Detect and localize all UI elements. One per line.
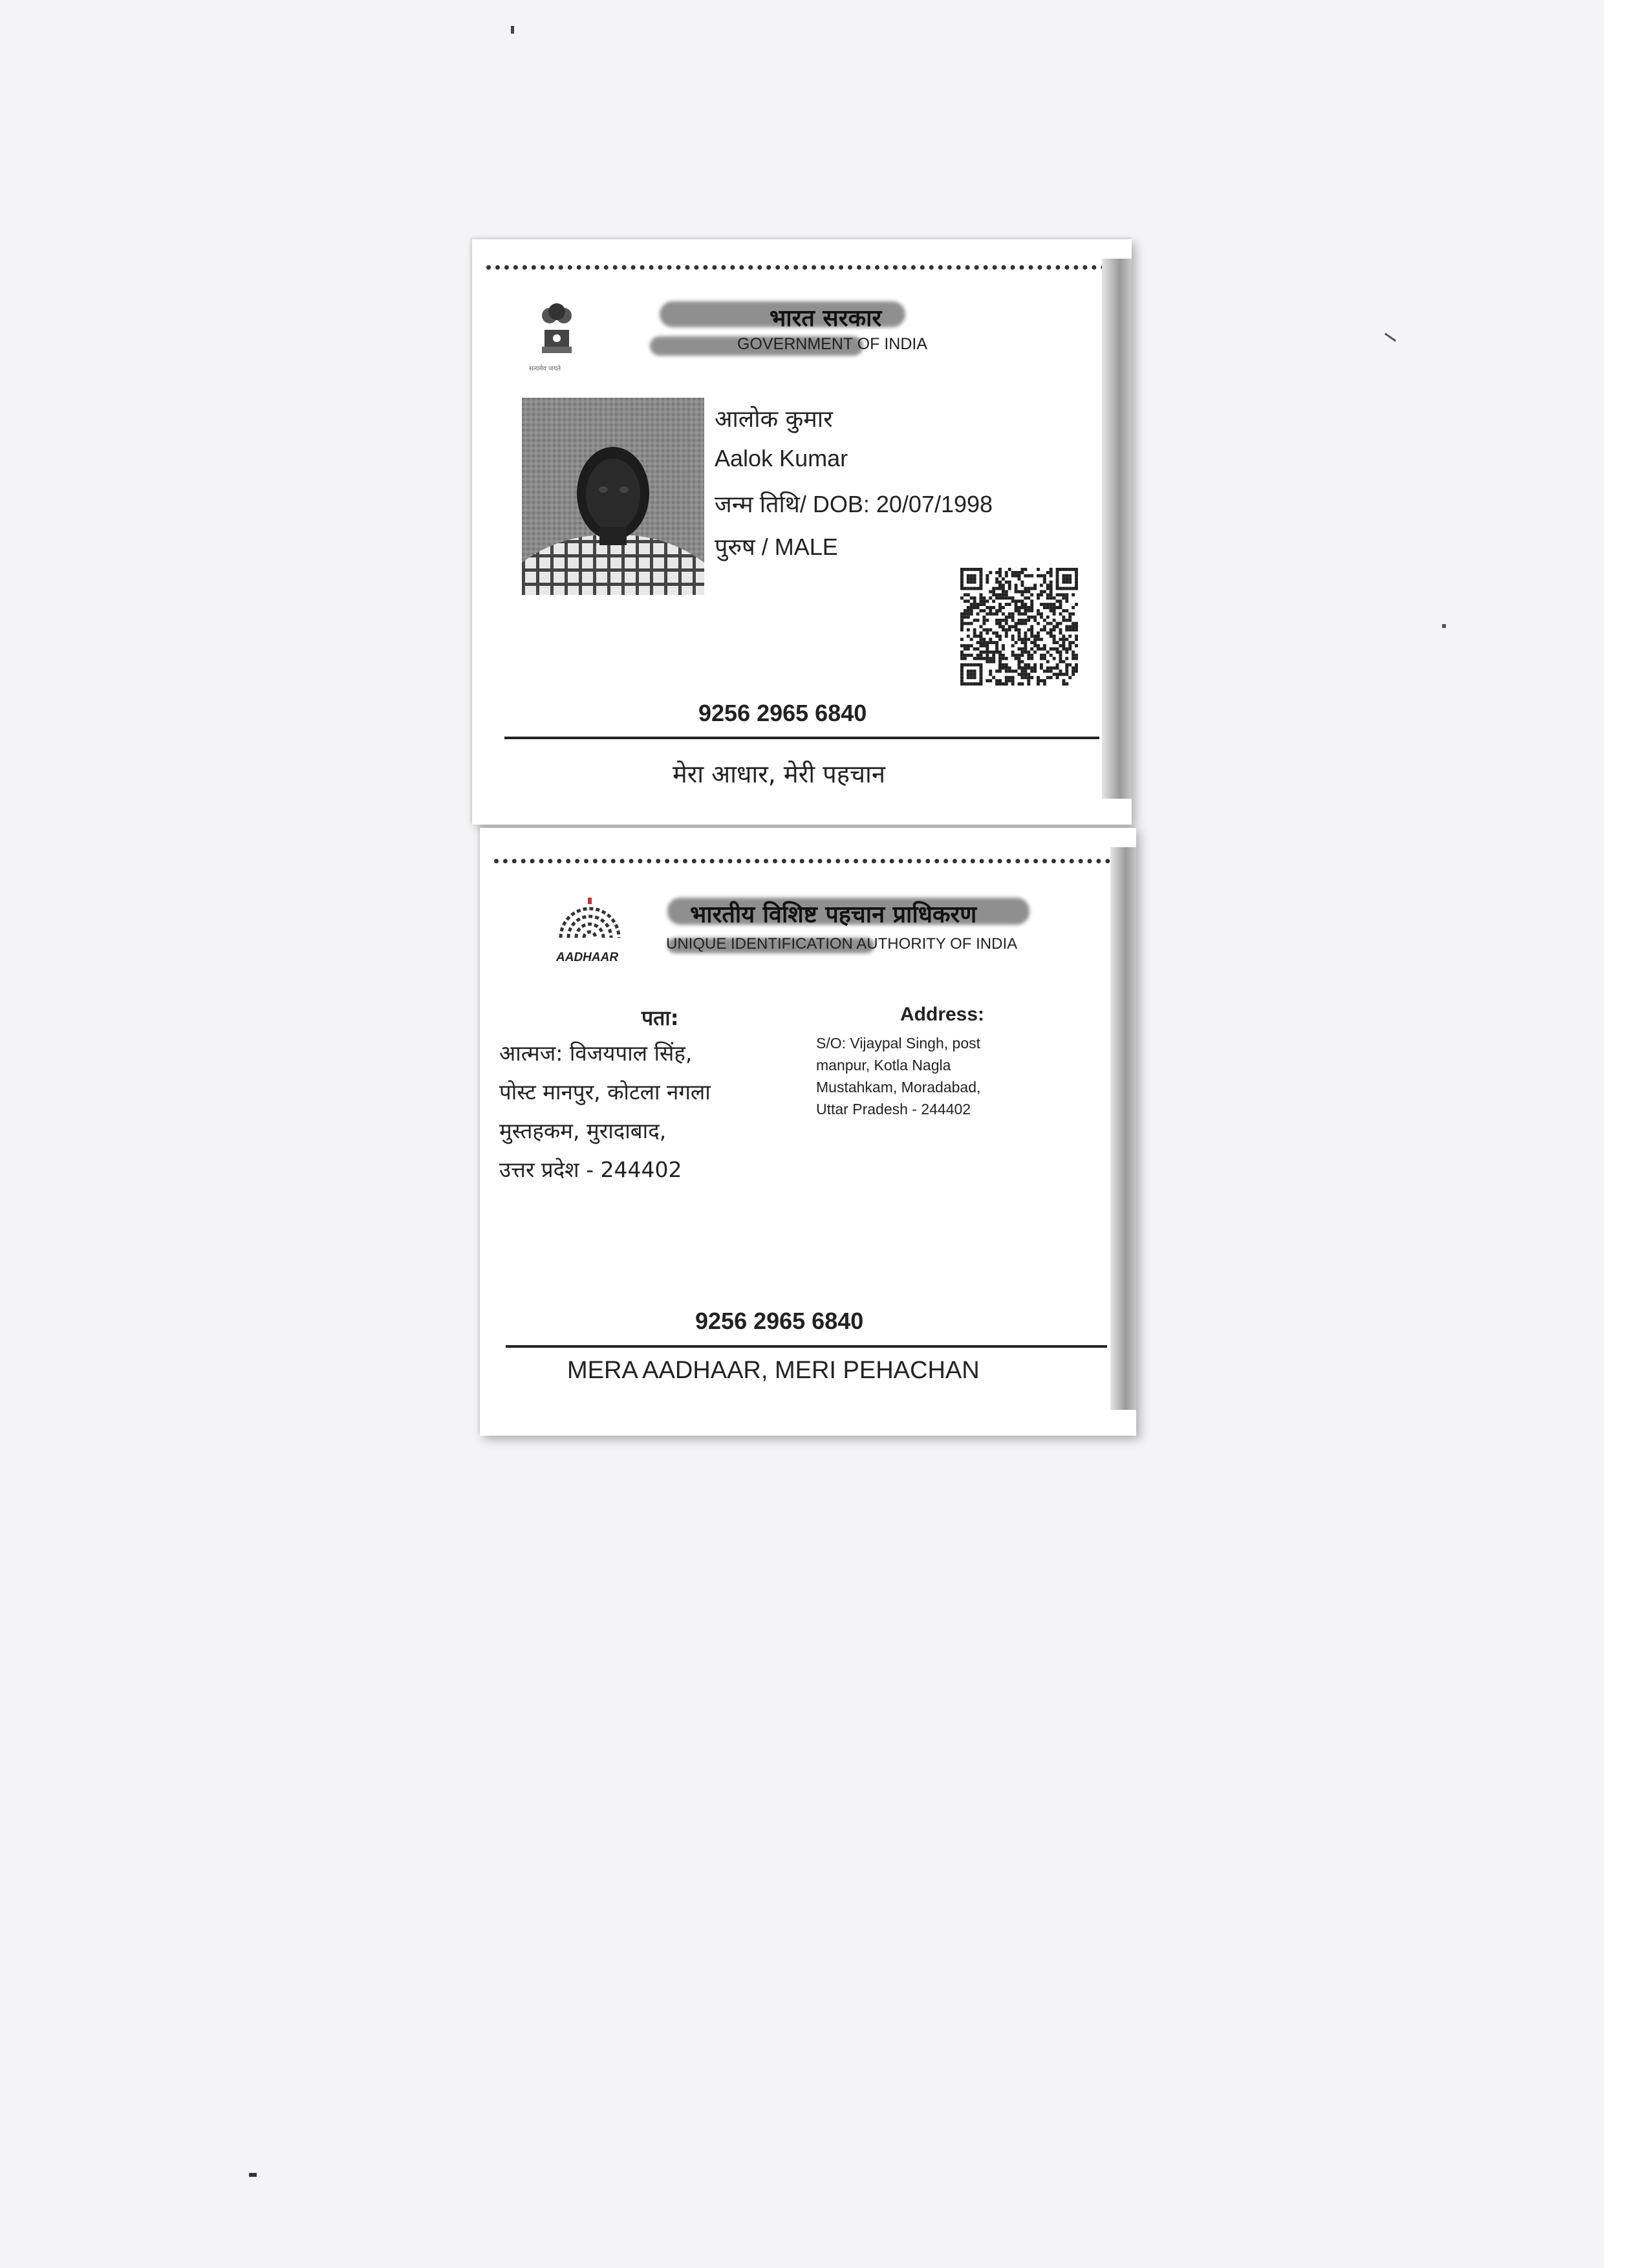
emblem-caption: सत्यमेव जयते: [529, 365, 561, 373]
tagline-hindi: मेरा आधार, मेरी पहचान: [673, 760, 885, 788]
divider-line: [504, 737, 1099, 739]
page-edge: [1604, 0, 1649, 2268]
header-hindi: भारत सरकार: [770, 305, 882, 332]
perforation-edge: [486, 265, 1106, 270]
scan-speck: [1385, 333, 1396, 342]
aadhaar-back-card: [480, 828, 1136, 1436]
aadhaar-logo-text: AADHAAR: [556, 951, 619, 964]
address-english-line: Mustahkam, Moradabad,: [816, 1079, 981, 1096]
address-english-line: S/O: Vijaypal Singh, post: [816, 1035, 980, 1052]
address-label-english: Address:: [900, 1004, 985, 1025]
national-emblem-icon: [537, 299, 577, 363]
scan-speck: [249, 2173, 257, 2177]
tagline-english: MERA AADHAAR, MERI PEHACHAN: [567, 1357, 980, 1384]
scan-speck: [1442, 624, 1446, 628]
name-english: Aalok Kumar: [715, 445, 848, 471]
gender: पुरुष / MALE: [715, 534, 838, 560]
header-hindi: भारतीय विशिष्ट पहचान प्राधिकरण: [690, 902, 977, 928]
address-hindi-line: मुस्तहकम, मुरादाबाद,: [499, 1118, 667, 1143]
aadhaar-number: 9256 2965 6840: [695, 1308, 864, 1334]
scan-speck: [511, 26, 514, 34]
card-edge-shadow: [1102, 259, 1132, 799]
name-hindi: आलोक कुमार: [715, 406, 833, 433]
perforation-edge: [494, 859, 1110, 863]
date-of-birth: जन्म तिथि/ DOB: 20/07/1998: [715, 491, 993, 517]
holder-photo: [522, 398, 704, 595]
address-english-line: Uttar Pradesh - 244402: [816, 1101, 971, 1118]
address-label-hindi: पता:: [641, 1006, 679, 1030]
address-hindi-line: पोस्ट मानपुर, कोटला नगला: [499, 1079, 711, 1105]
qr-code-icon: [960, 568, 1078, 686]
card-edge-shadow: [1110, 847, 1136, 1410]
aadhaar-number: 9256 2965 6840: [698, 700, 867, 726]
address-hindi-line: उत्तर प्रदेश - 244402: [499, 1157, 682, 1182]
header-english: UNIQUE IDENTIFICATION AUTHORITY OF INDIA: [666, 935, 1018, 953]
aadhaar-front-card: [472, 239, 1132, 825]
address-english-line: manpur, Kotla Nagla: [816, 1057, 951, 1074]
header-english: GOVERNMENT OF INDIA: [737, 335, 928, 353]
address-hindi-line: आत्मज: विजयपाल सिंह,: [499, 1041, 693, 1066]
divider-line: [506, 1345, 1107, 1348]
